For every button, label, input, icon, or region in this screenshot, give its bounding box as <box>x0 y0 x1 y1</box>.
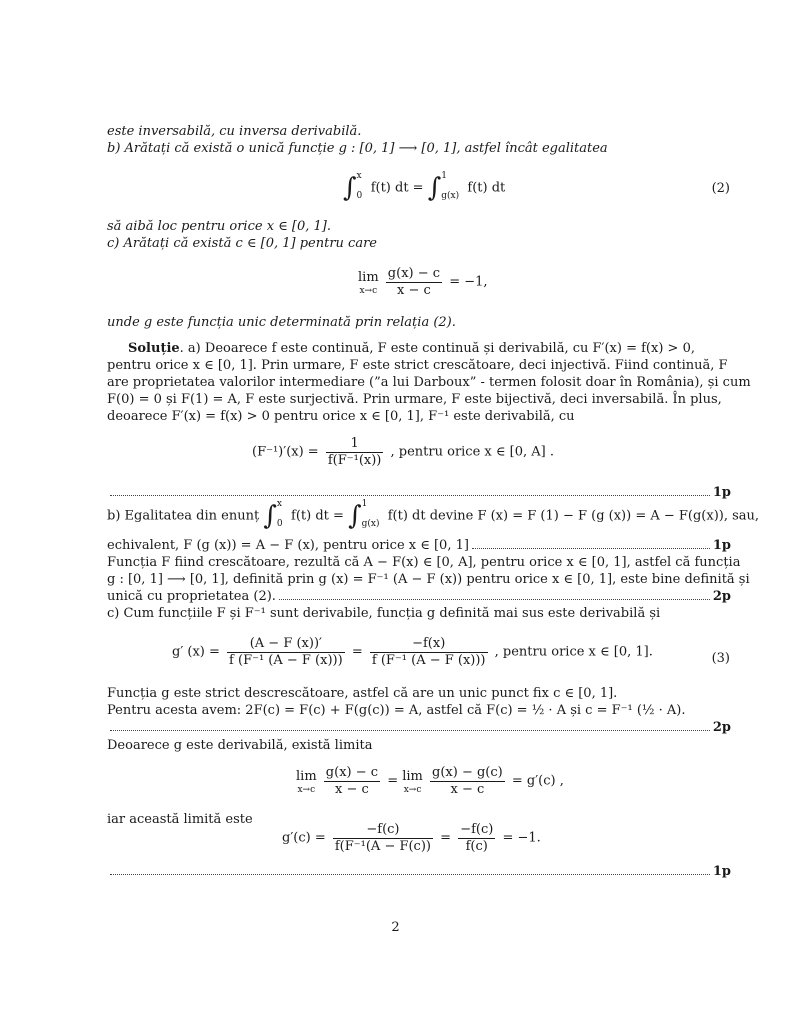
score-line-c1 <box>107 720 731 736</box>
integral-lower: g(x) <box>441 191 460 201</box>
integral-sign: ∫ <box>343 173 357 203</box>
solution-c-line-5: iar această limită este <box>107 812 253 827</box>
integral-upper: x <box>356 171 362 181</box>
final-equation: g′(c) = $\frac{-f(c)}{\text{f(F⁻¹(A − F(c))}}$ = $\frac{-f(c)}{f(c)}$ = −1. <box>282 822 541 854</box>
limit-operator: lim x→c <box>358 270 379 296</box>
limit-fraction: $\frac{g(x) - c}{x - c}$ <box>387 266 441 298</box>
score-line-c2 <box>107 864 731 880</box>
solution-b-line-1: b) Egalitatea din enunț ∫ x 0 f(t) dt = ∫ 1 g(x) f(t) dt devine F (x) = F (1) − F (g (x)) = A − F(g(x)), sau, <box>107 499 760 531</box>
integral-lower: 0 <box>356 191 363 201</box>
score-line-b2: unică cu proprietatea (2). 2p <box>107 589 731 604</box>
solution-line-3: are proprietatea valorilor intermediare (”a lui Darboux” - termen folosit doar în România), și cum <box>107 375 751 390</box>
score-line-b1: echivalent, F (g (x)) = A − F (x), pentru orice x ∈ [0, 1] 1p <box>107 538 731 553</box>
intro-line-1: este inversabilă, cu inversa derivabilă. <box>107 124 362 139</box>
equation-number: (3) <box>711 651 730 666</box>
solution-line-5: deoarece F′(x) = f(x) > 0 pentru orice x ∈ [0, 1], F⁻¹ este derivabilă, cu <box>107 409 575 424</box>
score-points: 1p <box>712 538 731 553</box>
limit-equation-2: lim x→c $\frac{g(x) - c}{x - c}$ = lim x→c $\frac{g(x) - g(c)}{x - c}$ = g′(c) , <box>296 765 564 797</box>
score-points: 1p <box>712 485 731 500</box>
score-points: 1p <box>712 864 731 879</box>
score-points: 2p <box>712 589 731 604</box>
page-number: 2 <box>391 920 400 935</box>
solution-title: Soluție <box>128 341 180 356</box>
solution-line-2: pentru orice x ∈ [0, 1]. Prin urmare, F este strict crescătoare, deci injectivă. Fiind continuă, F <box>107 358 728 373</box>
equation-2-right: f(t) dt <box>467 180 506 196</box>
solution-line-1: Soluție. a) Deoarece f este continuă, F este continuă și derivabilă, cu F′(x) = f(x) > 0, <box>128 341 695 356</box>
score-points: 2p <box>712 720 731 735</box>
equation-2 <box>343 172 505 204</box>
equation-3: g′ (x) = $\frac{(A - F (x))'}{\text{f (F⁻¹ (A − F (x)))}}$ = $\frac{-f(x)}{\text{f (F⁻¹ (A − F (x)))}}$ , pentru orice x ∈ [0, 1]. <box>172 636 653 668</box>
score-line-a <box>107 485 731 501</box>
solution-line-4: F(0) = 0 și F(1) = A, F este surjectivă. Prin urmare, F este bijectivă, deci inversabilă. În plus, <box>107 392 722 407</box>
integral-upper: 1 <box>441 171 447 181</box>
integral-sign: ∫ <box>427 173 442 203</box>
intro-line-3: să aibă loc pentru orice x ∈ [0, 1]. <box>107 219 332 234</box>
solution-c-line-1: c) Cum funcțiile F și F⁻¹ sunt derivabile, funcția g definită mai sus este derivabilă și <box>107 606 661 621</box>
equation-number: (2) <box>711 181 730 196</box>
equation-2-left: f(t) dt = <box>370 180 424 196</box>
limit-equation <box>358 266 488 299</box>
solution-c-line-3: Pentru acesta avem: 2F(c) = F(c) + F(g(c)) = A, astfel că F(c) = ½ · A și c = F⁻¹ (½ · A). <box>107 703 686 718</box>
solution-c-line-2: Funcția g este strict descrescătoare, astfel că are un unic punct fix c ∈ [0, 1]. <box>107 686 618 701</box>
intro-line-4: c) Arătați că există c ∈ [0, 1] pentru care <box>107 236 377 251</box>
solution-b-line-3: Funcția F fiind crescătoare, rezultă că A − F(x) ∈ [0, A], pentru orice x ∈ [0, 1], astfel că funcția <box>107 555 741 570</box>
equation-inverse-derivative: (F⁻¹)′(x) = $\frac{1}{\text{f(F⁻¹(x))}}$ , pentru orice x ∈ [0, A] . <box>252 436 554 468</box>
solution-c-line-4: Deoarece g este derivabilă, există limita <box>107 738 373 753</box>
intro-line-2: b) Arătați că există o unică funcție g : [0, 1] ⟶ [0, 1], astfel încât egalitatea <box>107 141 608 156</box>
intro-line-5: unde g este funcția unic determinată prin relația (2). <box>107 315 456 330</box>
solution-b-line-4: g : [0, 1] ⟶ [0, 1], definită prin g (x) = F⁻¹ (A − F (x)) pentru orice x ∈ [0, 1], este bine definită și <box>107 572 750 587</box>
limit-rhs: = −1, <box>449 274 488 290</box>
